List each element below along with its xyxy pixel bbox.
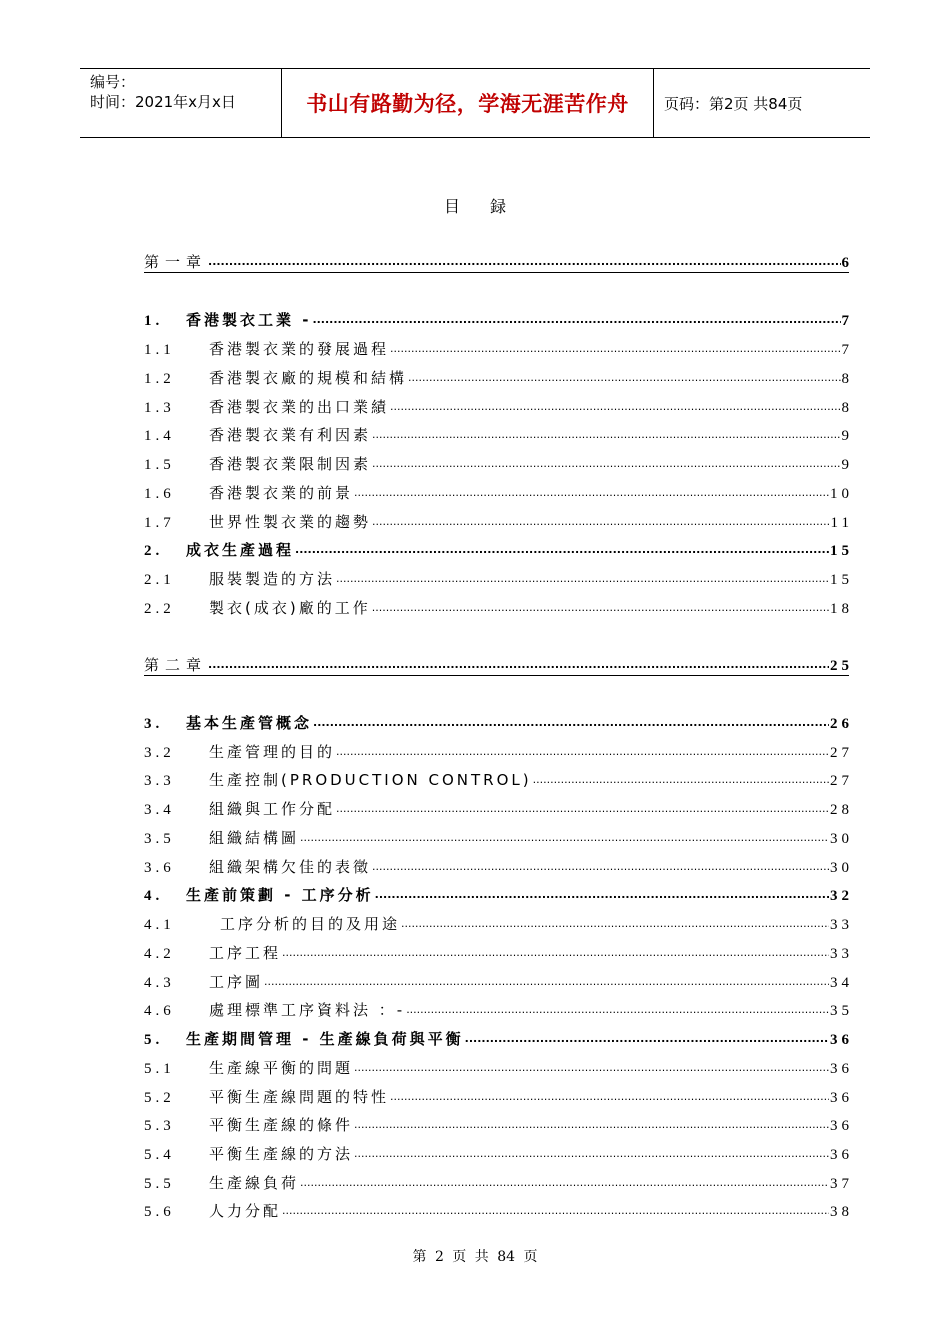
toc-entry-number: 5.3 <box>144 1118 175 1134</box>
toc-entry-row[interactable] <box>144 1142 853 1164</box>
toc-entry-row[interactable] <box>144 1056 853 1078</box>
toc-leader-dots <box>372 515 830 532</box>
toc-entry-row[interactable] <box>144 797 853 819</box>
toc-entry-row[interactable] <box>144 740 853 762</box>
toc-entry-number: 5.1 <box>144 1061 175 1077</box>
toc-leader-dots <box>354 1061 829 1078</box>
toc-entry-row[interactable] <box>144 1171 853 1193</box>
toc-entry-row[interactable] <box>144 510 853 532</box>
toc-entry-row[interactable] <box>144 711 853 733</box>
toc-entry-title: 成衣生產過程 <box>186 541 295 559</box>
toc-entry-title: 平衡生產線問題的特性 <box>209 1088 390 1106</box>
toc-leader-dots <box>208 658 829 675</box>
toc-entry-title: 生產期間管理 - 生產線負荷與平衡 <box>186 1030 464 1048</box>
header-time-label: 时间：2021年x月x日 <box>90 93 236 111</box>
toc-leader-dots <box>401 917 829 934</box>
toc-leader-dots <box>313 716 829 733</box>
toc-entry-page: 37 <box>830 1176 853 1192</box>
toc-entry-page: 15 <box>830 543 853 559</box>
toc-leader-dots <box>375 888 829 905</box>
toc-entry-row[interactable] <box>144 596 853 618</box>
toc-leader-dots <box>282 1204 829 1221</box>
toc-entry-page: 27 <box>830 745 853 761</box>
toc-entry-page: 27 <box>830 773 853 789</box>
toc-leader-dots <box>533 773 829 790</box>
toc-entry-page: 25 <box>830 658 853 674</box>
toc-entry-title: 組織與工作分配 <box>209 800 336 818</box>
toc-entry-row[interactable] <box>144 768 853 790</box>
toc-entry-row[interactable] <box>144 855 853 877</box>
toc-entry-number: 2.2 <box>144 601 175 617</box>
toc-entry-number: 4.2 <box>144 946 175 962</box>
toc-entry-number: 2. <box>144 543 164 559</box>
toc-leader-dots <box>354 486 829 503</box>
toc-leader-dots <box>336 572 829 589</box>
toc-entry-page: 15 <box>830 572 853 588</box>
toc-entry-page: 36 <box>830 1147 853 1163</box>
toc-leader-dots <box>295 543 829 560</box>
toc-entry-page: 36 <box>830 1090 853 1106</box>
toc-leader-dots <box>208 255 840 272</box>
toc-entry-page: 34 <box>830 975 853 991</box>
toc-entry-title: 生產線平衡的問題 <box>209 1059 354 1077</box>
toc-entry-title: 處理標準工序資料法 ：- <box>209 1001 406 1019</box>
toc-entry-number: 1.5 <box>144 457 175 473</box>
toc-entry-title: 人力分配 <box>209 1202 282 1220</box>
toc-entry-title: 生產控制(PRODUCTION CONTROL) <box>209 771 532 789</box>
toc-leader-dots <box>465 1032 829 1049</box>
toc-entry-row[interactable] <box>144 423 853 445</box>
toc-entry-title: 香港製衣業的發展過程 <box>209 340 390 358</box>
toc-entry-page: 8 <box>841 400 853 416</box>
toc-leader-dots <box>300 1176 829 1193</box>
header-page-info: 页码：第2页 共84页 <box>664 94 803 113</box>
toc-leader-dots <box>336 802 829 819</box>
toc-entry-title: 香港製衣業的出口業績 <box>209 398 390 416</box>
toc-entry-title: 工序工程 <box>209 944 282 962</box>
toc-leader-dots <box>372 428 840 445</box>
toc-chapter-row[interactable] <box>144 653 853 676</box>
toc-leader-dots <box>282 946 829 963</box>
toc-leader-dots <box>372 860 829 877</box>
toc-entry-title: 平衡生產線的條件 <box>209 1116 354 1134</box>
toc-entry-title: 組織結構圖 <box>209 829 300 847</box>
toc-entry-title: 香港製衣廠的規模和結構 <box>209 369 408 387</box>
toc-entry-page: 6 <box>841 255 853 271</box>
toc-leader-dots <box>406 1003 829 1020</box>
toc-entry-number: 3.6 <box>144 860 175 876</box>
toc-entry-title: 香港製衣業的前景 <box>209 484 354 502</box>
toc-entry-title: 工序分析的目的及用途 <box>220 915 401 933</box>
toc-entry-row[interactable] <box>144 337 853 359</box>
toc-entry-number: 1.2 <box>144 371 175 387</box>
toc-entry-number: 3.2 <box>144 745 175 761</box>
header-number-label: 编号： <box>90 73 136 91</box>
toc-entry-title: 製衣(成衣)廠的工作 <box>209 599 371 617</box>
toc-entry-number: 1.7 <box>144 515 175 531</box>
toc-entry-row[interactable] <box>144 395 853 417</box>
toc-entry-row[interactable] <box>144 1085 853 1107</box>
toc-entry-number: 4.3 <box>144 975 175 991</box>
header-motto: 书山有路勤为径，学海无涯苦作舟 <box>282 69 654 137</box>
toc-entry-title: 生產線負荷 <box>209 1174 300 1192</box>
toc-entry-row[interactable] <box>144 883 853 905</box>
toc-entry-row[interactable] <box>144 1113 853 1135</box>
toc-entry-title: 基本生產管概念 <box>186 714 313 732</box>
toc-entry-number: 3.4 <box>144 802 175 818</box>
toc-entry-title: 平衡生產線的方法 <box>209 1145 354 1163</box>
toc-entry-row[interactable] <box>144 1199 853 1221</box>
toc-entry-number: 3.5 <box>144 831 175 847</box>
toc-entry-page: 28 <box>830 802 853 818</box>
toc-entry-row[interactable] <box>144 481 853 503</box>
toc-entry-title: 生產前策劃 - 工序分析 <box>186 886 374 904</box>
toc-entry-row[interactable] <box>144 308 853 330</box>
toc-entry-title: 組織架構欠佳的表徵 <box>209 858 372 876</box>
toc-leader-dots <box>372 601 829 618</box>
toc-entry-page: 9 <box>841 428 853 444</box>
toc-entry-row[interactable] <box>144 826 853 848</box>
toc-entry-page: 33 <box>830 946 853 962</box>
toc-entry-number: 5.6 <box>144 1204 175 1220</box>
toc-entry-page: 36 <box>830 1032 853 1048</box>
toc-entry-row[interactable] <box>144 998 853 1020</box>
toc-entry-row[interactable] <box>144 366 853 388</box>
toc-entry-row[interactable] <box>144 912 853 934</box>
toc-entry-title: 生產管理的目的 <box>209 743 336 761</box>
toc-leader-dots <box>300 831 829 848</box>
toc-leader-dots <box>264 975 829 992</box>
toc-entry-title: 香港製衣業限制因素 <box>209 455 372 473</box>
toc-entry-number: 4.6 <box>144 1003 175 1019</box>
toc-entry-number: 1.3 <box>144 400 175 416</box>
toc-entry-number: 1.6 <box>144 486 175 502</box>
toc-entry-page: 30 <box>830 860 853 876</box>
toc-entry-page: 32 <box>830 888 853 904</box>
toc-entry-title: 服裝製造的方法 <box>209 570 336 588</box>
toc-leader-dots <box>390 1090 829 1107</box>
toc-entry-title: 工序圖 <box>209 973 264 991</box>
toc-leader-dots <box>336 745 829 762</box>
toc-entry-number: 5.5 <box>144 1176 175 1192</box>
toc-entry-page: 26 <box>830 716 853 732</box>
toc-title: 目録 <box>443 197 536 216</box>
toc-leader-dots <box>390 400 840 417</box>
toc-entry-page: 18 <box>830 601 853 617</box>
toc-entry-number: 4. <box>144 888 164 904</box>
toc-entry-row[interactable] <box>144 452 853 474</box>
toc-entry-number: 3.3 <box>144 773 175 789</box>
toc-entry-page: 30 <box>830 831 853 847</box>
toc-entry-row[interactable] <box>144 538 853 560</box>
toc-entry-number: 5.4 <box>144 1147 175 1163</box>
toc-entry-number: 1. <box>144 313 164 329</box>
toc-entry-number: 1.1 <box>144 342 175 358</box>
toc-entry-row[interactable] <box>144 1027 853 1049</box>
toc-entry-page: 7 <box>841 342 853 358</box>
toc-entry-page: 11 <box>830 515 853 531</box>
toc-entry-number: 4.1 <box>144 917 175 933</box>
toc-entry-title: 第二章 <box>144 656 208 674</box>
toc-entry-title: 第一章 <box>144 253 208 271</box>
header-meta <box>80 69 282 137</box>
toc-entry-number: 1.4 <box>144 428 175 444</box>
toc-entry-page: 8 <box>841 371 853 387</box>
toc-entry-number: 2.1 <box>144 572 175 588</box>
toc-chapter-row[interactable] <box>144 250 853 273</box>
toc-leader-dots <box>354 1118 829 1135</box>
page-header <box>80 68 870 138</box>
toc-entry-title: 香港製衣工業 - <box>186 311 312 329</box>
toc-leader-dots <box>312 313 840 330</box>
toc-entry-page: 9 <box>841 457 853 473</box>
page-footer: 第 2 页 共 84 页 <box>412 1249 538 1265</box>
toc-entry-page: 10 <box>830 486 853 502</box>
toc-entry-row[interactable] <box>144 567 853 589</box>
toc-entry-number: 3. <box>144 716 164 732</box>
toc-entry-page: 36 <box>830 1061 853 1077</box>
toc-entry-page: 35 <box>830 1003 853 1019</box>
toc-entry-row[interactable] <box>144 970 853 992</box>
toc-entry-title: 世界性製衣業的趨勢 <box>209 513 372 531</box>
toc-entry-number: 5.2 <box>144 1090 175 1106</box>
toc-leader-dots <box>354 1147 829 1164</box>
toc-entry-row[interactable] <box>144 941 853 963</box>
toc-entry-number: 5. <box>144 1032 164 1048</box>
toc-leader-dots <box>390 342 840 359</box>
toc-leader-dots <box>372 457 840 474</box>
toc-entry-page: 33 <box>830 917 853 933</box>
toc-entry-title: 香港製衣業有利因素 <box>209 426 372 444</box>
toc-entry-page: 36 <box>830 1118 853 1134</box>
toc-entry-page: 7 <box>841 313 853 329</box>
toc-leader-dots <box>408 371 840 388</box>
toc-entry-page: 38 <box>830 1204 853 1220</box>
